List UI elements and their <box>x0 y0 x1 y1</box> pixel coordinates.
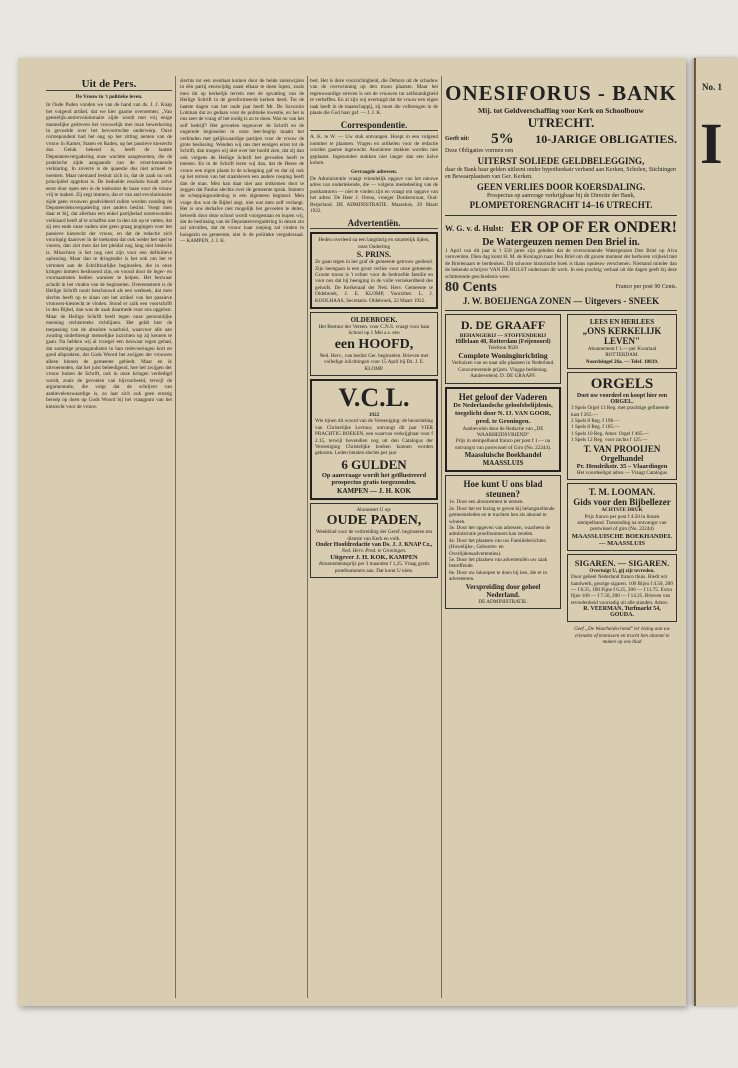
geloof-price: Prijs in stempelband franco per post f 1.— na ontvangst van postwissel of Giro (No. 22244). <box>454 438 552 451</box>
column-2 <box>180 78 304 245</box>
prooijen-sub: Orgelhandel <box>600 453 644 463</box>
graaff-ad <box>445 314 561 384</box>
rate: 5% <box>491 131 514 147</box>
support-item: 1e. Door een abonnement te nemen. <box>449 499 524 506</box>
support-title: Hoe kunt U ons blad steunen? <box>463 479 543 500</box>
orgels-item: 2 Spels 8 Reg. f 198.— <box>571 418 620 425</box>
sigaren-address: R. VEERMAN, Turfmarkt 54, GOUDA. <box>583 606 661 619</box>
correspondence-body: A. K. te W. — Uw stuk ontvangen. Hoopt in een volgend nummer te plaatsen. Vragen en artikelen voor de redactie worden gaarne ingewacht. Anonieme stukken worden niet geplaatst. Ingezonden stukken niet langer dan een halve kolom. <box>310 134 438 167</box>
vcl-title: V.C.L. <box>338 383 410 412</box>
obituary-body: Ze gaan tegen in het graf de gemeente getrouw gediend. Zijn heengaan is een groot verlies voor onze gemeente. Groote troost is 't echter voor de bedroefde familie en voor ons dat hij heenging in de volle verzekerdheid des geloofs. De Kerkeraad der Ned. Herv. Gemeente te Oldebroek, J. E. KLOMP, Voorzitter. L. J. KOOLHAAS, Secretaris. Oldebroek, 22 Maart 1922. <box>315 259 433 304</box>
article-body: slechts tot een resultaat komen door de beide zienswijzen in één partij eenswijdig naast elkaar te doen lopen, zoals men dit op kerkelijk terrein met de opvatting van de Heilige Schrift in de gereformeerde kerken deed. Tot de laatste dagen van het oude jaar heeft Mr. De Savornin Lohman dat zo gedaan voor de politieke kwestie, en het is ons zeer de vraag of het nodig is zo te doen. Wat nu van het zelf bedrijf? Het gevoelen tegenover de Schrift en de ongerede beginselen in onze leer-begrip maakt het verbinden met gelijkwaardige partijen voor de vrouw de grote beslissing. Wenden wij ons met eenigen ernst tot de Schrift, dan mogen wij niet over het hoofd zien, dat zij dan ook volgens de Heilige Schrift het gevoelen heeft te toetsen. En in de Schrift leren wij dan, dat de Heere de vrouw een eigen plaats in de schepping gaf en dat zij ook op het terrein van het staatsleven een andere roeping heeft dan de man. Men kan daar niet aan ontkomen door te zeggen dat Paulus slechts over de gemeente sprak. Immers de scheppingsordening is een algemeen beginsel. Men vrage dus wat de Bijbel zegt, niet wat men zelf verlangt. Het is ons derhalve niet mogelijk het gevoelen te delen, hetwelk door deze school wordt voorgestaan en hopen wij, dat de beslissing van de Deputatenvergadering in dezen zin zal uitvallen, dat de vrouw haar roeping zal vinden in huisgezin en gemeente, niet in de politieke vergaderzaal. — KAMPEN, J. J. K. <box>180 78 304 245</box>
oude-paden-editor: Onder Hoofdredactie van Ds. J. J. KNAP Cz., <box>315 542 433 549</box>
vcl-sign: KAMPEN — J. H. KOK <box>337 486 411 495</box>
oude-paden-place: Ned. Herv. Pred. te Groningen. <box>341 548 407 555</box>
obituary-ad <box>310 232 438 309</box>
footer-note: Geef „De Waarheidsvriend" ter lezing aan uw vrienden of kennissen en tracht hen abonné te maken op ons blad <box>574 626 670 645</box>
obituary-intro: Heden overleed na een langdurig en smartelijk lijden, onze Ouderling <box>318 237 430 250</box>
section-heading: Uit de Pers. <box>46 78 172 91</box>
article-body: In Oude Paden vonden we van de hand van ds. J. J. Knap het volgend artikel, dat we hier gaarne overnemen: „Van geestelijk-antirevolutionaire zijde wordt met vrij enige mannelijke gedreven het vrouwelijk met onze bewerkering in gevoelde over het bevoorrechte onderwerp. Onze correspondent had het ong op het zitting nemen van de vrouw in Kamer, Staten en Raden, op het passieve kiesrecht dus. Geluk bekend is, heeft de laatste Deputatensvergadering onze wachtte aangenomen, die de praktische zijde aangaande van de ernst-kennende verklaring. In zoverre is de quaestie dus niet actueel te noemen. Maar niemand besluit zich in, dat de zaak nu ook principiëel opgelost is. De bedoelde resolutie houdt zelve eerst door open een in de toekomst de baan voor de vrouw vrij te maken. Zij zegt immers, dat er van anti-revolutionaire zijde geen vrouwen geadvideerd zullen worden zonding de Deputeerdensvergadering niet anders beslist. Voegt men daar er bij, dat allerhan een enkel partijbelad onomwonden verklaard heeft af te schaffen niet in den zin op te vatten, dat zij een ende onze vaders niet geen graag pogingen voor het passieve kiesrecht der vrouw, en dat de redactie zich voorlopig daarover in de toekomst dat ook weder het spel te voeren, dan ziet men dat het pleidal nog lang niet beslecht is. Misschien is het nog niet zijn voor een definitieve oplossing. Maar dan te dringender is het ook om het te vertonen aan de Schriftuurlijke beginselen, die in onze kringen immers beslissend zijn, en vooral door de leger- en voornaamsten bedien wanneer te helpen. Het bezwaar schuilt in het vinden van de beginselen. Overeenstemt is de Heilige Schrift nooit beschouwd als een wetboek, dat men slechts heeft op te slaan om het artikel van het passieve vrouwen-kiesrecht te vinden. Stond er zulk een voorschrift in den Bijbel, dan was de zaak daarmede voor ons opgelost. Maar de Heilige Schrift heeft tegen onze persoonlijke meening rechtstreeks richtlijnen. Het geldt hier de toepassing van de absolute waarheid, waarvoor alle aan zwaling onderbrengt menselijke inzichten op zij kennen te gaan. Na hebben wij al vroeger een bezwaar tegen gehad, dat sommige propagandisten in hun redevoeringen kort en goed afsprakten, dat Gods Woord het zwijgen der vrouwen alleen binnen de gemeente gebiedt. Maar en ik uitvoerenden, dat het juist beleedigend, hoe het zwijgen der vrouw buiten de Schrift, ook in onze kringen verdedigd wordt, zoals de gevoelen van bijvoorbeeld, terwijl de argumentatie, die volgt dat de schrijver van aanbevelenswaardige is, zo laat zich ook geen ernstig beroep op doen op Gods Woord bij het vraagpunt van het kiesrecht voor de vrouw. <box>46 102 172 410</box>
prooijen-name: T. VAN PROOIJEN <box>583 443 661 454</box>
newspaper-page <box>18 58 686 1006</box>
sigaren-ad <box>567 554 677 622</box>
support-tail: Verspreiding door geheel Nederland. <box>465 582 541 599</box>
vcl-ad <box>310 379 438 500</box>
article-body: bed. Het is deze voorzichtigheid, die Debora uit de schaduw van de overwinning op den troon plaatste. Maar het tegenwoordige streven is om de vrouwen tot zelfstandigheid te verheffen. En al zijn wij overtuigd dat de vrouw een eigen taak heeft in de maatschappij, zij moet die volbrengen in de plaats die God haar gaf. — J. J. K. <box>310 78 438 117</box>
geeft-label: Geeft uit: <box>445 135 470 142</box>
support-item: 3e. Door het opgeven van adressen, waarheen de administratie proefnummers kan zenden. <box>449 524 551 538</box>
school-ad-tail: Ned. Herv., van beslist Ger. beginselen. Brieven met volledige inlichtingen voor 15 April bij Ds. J. E. KLOMP. <box>319 352 429 372</box>
school-ad <box>310 312 438 376</box>
orgels-title: ORGELS <box>590 376 654 393</box>
obligaties-sub: Deze Obligaties vormen een <box>445 148 514 154</box>
oude-paden-intro: Abonneert U op: <box>356 506 392 513</box>
onesiforus-title: ONESIFORUS - BANK <box>445 81 677 105</box>
looman-publisher: MAASSLUISCHE BOEKHANDEL — MAASSLUIS <box>571 532 673 547</box>
looman-edition: ACHTSTE DRUK <box>601 507 643 514</box>
oude-paden-body: Weekblad voor de verbreiding der Geref. beginselen ten dienste van Kerk en volk. <box>315 529 433 542</box>
lees-body: Abonnement f 1.— per Kwartaal ROTTERDAM. <box>587 346 657 359</box>
book-price: 80 Cents <box>445 280 497 296</box>
graaff-heading: Complete Woninginrichting <box>458 351 548 361</box>
vcl-body: Wie tijnen dit woord van de Vereeniging: de beoordeling van Christelijke Lectuur, ontvangt dit jaar VIER PRACHTIG BOEKEN, een waarvan verkrijgbaar voor f 2.15, terwijl bovendien nog uit den Catalogus der Vereeniging Christelijke boeken kunnen worden gekozen. Leden betalen slechts per jaar <box>315 418 433 457</box>
issue-number: No. 1 <box>702 82 722 92</box>
onesiforus-city: UTRECHT. <box>527 115 595 130</box>
geloof-publisher: Maassluische Boekhandel MAASSLUIS <box>464 451 542 468</box>
orgels-sub: Doet uw voordeel en koopt hier een ORGEL. <box>576 393 668 406</box>
masthead-fragment: I <box>700 111 723 176</box>
column-1 <box>46 78 172 410</box>
support-item: 2e. Door het ter lezing te geven bij belangstellende gemeenteleden en te trachten hen als abonné te winnen. <box>449 505 555 525</box>
oude-paden-publisher: Uitgever J. H. KOK, KAMPEN <box>330 554 418 562</box>
book-description: 1 April van dit jaar is 't 350 jaren zijn geleden dat de overwinnende Watergeuzen Den Briel op Alva veroverden. Dien dag komt H. M. de Koningin naar Den Briel om dit groote moment der herboren vrijheid met de Brielenaars te herdenken. Dit schoone historische boek is thans opnieuw verschenen. Niemand minder dan de bekende schrijver VAN DE HULST ondernam dit werk. In een prachtig verhaal uit die dagen geeft hij deze schitterende geschiedenis weer. <box>445 248 677 280</box>
support-item: 4e. Door het plaatsen van uw Familieberichten (Huwelijks-, Geboorte- en Overlijdensadvertenties). <box>449 537 546 557</box>
support-item: 5e. Door het plaatsen van advertentiën uw zaak betreffende. <box>449 556 548 570</box>
looman-ad <box>567 483 677 551</box>
solide-body: daar de Bank haar gelden uitleent onder hypotheekair verband aan Kerken, Scholen, Stichtingen en Bewaarplaatsen van Ger. Kerken. <box>445 166 676 180</box>
oude-paden-ad <box>310 503 438 578</box>
support-ad <box>445 475 561 609</box>
sigaren-title: SIGAREN. — SIGAREN. <box>574 557 670 568</box>
orgels-item: 1 Spels 12 Reg. voor zachts f 125.— <box>571 437 648 444</box>
geloof-title: Het geloof der Vaderen <box>458 391 548 402</box>
geloof-body: De Nederlandsche geloofsbelijdenis, toegelicht door N. IJ. VAN GOOR, pred. te Groningen. <box>453 401 553 425</box>
graaff-body: Verhuizen van en naar alle plaatsen in Nederland. Concurreerende prijzen. Vlugge bediening. Aanbevelend, D. DE GRAAFF. <box>451 360 555 380</box>
prospectus-line: Prospectus op aanvrage verkrijgbaar bij de Directie der Bank, <box>486 192 636 199</box>
verlies-title: GEEN VERLIES DOOR KOERSDALING. <box>476 181 646 192</box>
oude-paden-title: OUDE PADEN, <box>326 513 422 529</box>
publisher-line: J. W. BOEIJENGA ZONEN — Uitgevers - SNEEK <box>462 296 660 307</box>
orgels-ad <box>567 372 677 480</box>
onesiforus-sub: Mij. tot Geldverschaffing voor Kerk en Schoolbouw <box>478 106 644 115</box>
looman-body: Prijs franco per post f 4.50 in linnen stempelband. Toezending na ontvangst van postwissel of giro (No. 22244) <box>577 513 667 533</box>
orgels-item: 1 Spels 8 Reg. f 185.— <box>571 424 620 431</box>
graaff-phone: Telefoon 9620 <box>487 345 519 352</box>
geloof-tail: Aanbevolen door de Redactie van „DE WAARHEIDSVRIEND" <box>462 425 544 439</box>
school-ad-big: een HOOFD, <box>334 336 414 352</box>
orgels-item: 1 Spels 10 Reg. Amer. Orgel f 465.— <box>571 430 649 437</box>
looman-author: T. M. LOOMAN. <box>588 487 656 498</box>
graaff-address: Hillelaan 48, Rotterdam (Feijenoord) <box>455 339 551 346</box>
column-rule <box>441 76 442 998</box>
school-ad-intro: Het Bestuur der Vereen. voor C.N.S. vraagt voor haar School op 1 Mei a.s. een <box>318 323 430 337</box>
book-subtitle: De Watergeuzen nemen Den Briel in. <box>482 237 640 248</box>
onesiforus-ad <box>445 78 677 216</box>
prooijen-catalogue: Het voordeeligst adres — Vraagt Catalogus <box>576 469 668 476</box>
sigaren-body: Door geheel Nederland franco thuis. Biedt wit handwerk, geurige sigaren. 100 Bijou f 4.50, 200 — f 8.25, 100 Fijne f 6.25, 200 — f 11.75. Extra fijne 100 — f 7.50, 200 — f 14.25. Brieven van tevredenheid voorradig uit alle standen. Adres: <box>571 574 673 606</box>
requested-addresses-body: De Administratie vraagt vriendelijk opgave van het nieuwe adres van ondertekende, die — volgens mededeeling van de postkantoren — niet te vinden zijn en vraagt om opgave van het adres: De Heer J. Oreus, vroeger Donkerstraat, Oud-Beijerland. DE ADMINISTRATIE. Maassluis, 29 Maart 1922. <box>310 175 438 214</box>
watergeuzen-ad <box>445 216 677 311</box>
lees-paper-name: „ONS KERKELIJK LEVEN" <box>582 326 662 347</box>
school-ad-heading: OLDEBROEK. <box>350 315 398 324</box>
obligaties-title: 10-JARIGE OBLIGATIES. <box>535 132 677 146</box>
orgels-item: 3 Spels Orgel 13 Reg. met prachtige gefineerde kast f 265.— <box>571 405 670 418</box>
address-line: PLOMPETORENGRACHT 14–16 UTRECHT. <box>469 200 653 210</box>
obituary-name: S. PRINS. <box>356 250 392 260</box>
vcl-tail: Op aanvraage wordt het geïllustreerd prospectus gratis toegezonden. <box>321 471 427 487</box>
geloof-ad <box>445 387 561 473</box>
vcl-year: 1922 <box>368 412 380 418</box>
advertisements-heading: Advertentiën. <box>310 218 438 229</box>
ons-kerkelijk-leven-ad <box>567 314 677 369</box>
lees-address: Noordsingel 26a. — Telef. 10839. <box>585 358 659 365</box>
support-admin: DE ADMINISTRATIE. <box>478 598 528 605</box>
column-4 <box>445 78 677 645</box>
adjacent-page-edge <box>694 58 738 1006</box>
looman-title: Gids voor den Bijbellezer <box>573 497 671 508</box>
requested-addresses-heading: Gevraagde adressen. <box>350 169 397 176</box>
support-item: 6e. Door uw inkoopen te doen bij hen, die er in adverteeren. <box>449 569 547 583</box>
vcl-price: 6 GULDEN <box>341 456 407 472</box>
prooijen-address: Pr. Hendrikstr. 35 – Vlaardingen <box>576 462 668 470</box>
book-title: ER OP OF ER ONDER! <box>510 219 677 236</box>
correspondence-heading: Correspondentie. <box>310 120 438 131</box>
column-rule <box>175 76 176 998</box>
graaff-title: D. DE GRAAFF <box>460 318 546 333</box>
article-subheading: De Vrouw in 't politieke leven. <box>75 94 143 100</box>
lees-title: LEES EN HERLEES <box>589 318 655 327</box>
column-rule <box>307 76 308 998</box>
oude-paden-price: Abonnementsprijs per 3 maanden f 1,25. Vraag gratis proefnummers aan. Dat komt U niets. <box>318 561 430 574</box>
author: W. G. v. d. Hulst: <box>445 223 504 233</box>
solide-title: UITERST SOLIEDE GELDBELEGGING, <box>477 155 645 166</box>
graaff-sub: BEHANGERIJ — STOFFENDERIJ <box>459 333 547 340</box>
sigaren-sub: Overtuigt U, gij zijt tevreden. <box>589 567 655 574</box>
column-3 <box>310 78 438 581</box>
book-price-tail: Franco per post 90 Cents. <box>615 284 677 291</box>
